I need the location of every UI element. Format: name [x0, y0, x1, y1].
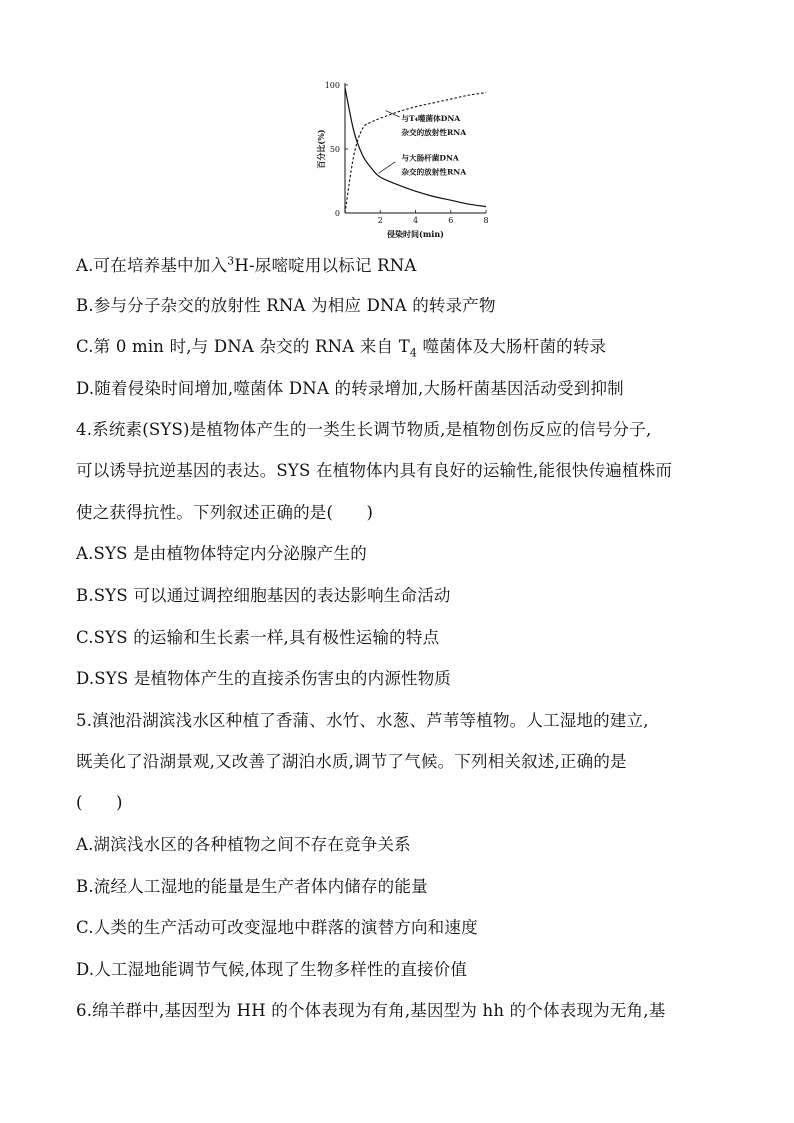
- chart-axes: [345, 83, 486, 213]
- q4-option-d: D.SYS 是植物体产生的直接杀伤害虫的内源性物质: [76, 669, 452, 688]
- q4-stem-line3: 使之获得抗性。下列叙述正确的是( ): [76, 503, 374, 522]
- y-tick-label: 50: [329, 145, 340, 154]
- q3-option-a: A.可在培养基中加入$^3$H-尿嘧啶用以标记 RNA: [76, 254, 417, 275]
- series-phage-label-line1: 与T₄噬菌体DNA: [401, 113, 461, 123]
- chart-labels: [316, 111, 466, 239]
- q4-stem-line1: 4.系统素(SYS)是植物体产生的一类生长调节物质,是植物创伤反应的信号分子,: [76, 420, 652, 439]
- series-ecoli-label-line1: 与大肠杆菌DNA: [401, 153, 459, 163]
- series-phage-label-line2: 杂交的放射性RNA: [401, 127, 467, 137]
- x-tick-label: 2: [377, 216, 383, 225]
- q5-option-a: A.湖滨浅水区的各种植物之间不存在竞争关系: [76, 835, 411, 854]
- q5-stem-line3: ( ): [76, 793, 123, 812]
- q3-option-d: D.随着侵染时间增加,噬菌体 DNA 的转录增加,大肠杆菌基因活动受到抑制: [76, 379, 624, 398]
- q3-option-c: C.第 0 min 时,与 DNA 杂交的 RNA 来自 $T_4$ 噬菌体及大肠杆菌的转录: [76, 337, 607, 360]
- q5-option-b: B.流经人工湿地的能量是生产者体内储存的能量: [76, 877, 428, 896]
- chart-series: [345, 88, 486, 213]
- q4-option-a: A.SYS 是由植物体特定内分泌腺产生的: [76, 544, 367, 563]
- chart-svg: [305, 76, 505, 246]
- series-ecoli-label-line2: 杂交的放射性RNA: [401, 167, 467, 177]
- series-ecoli-line: [345, 88, 486, 207]
- x-axis-label: 侵染时间(min): [387, 229, 444, 239]
- y-axis-label: 百分比(%): [316, 129, 326, 169]
- y-tick-label: 0: [334, 209, 340, 218]
- x-tick-label: 6: [448, 216, 454, 225]
- x-tick-label: 4: [412, 216, 419, 225]
- q5-option-c: C.人类的生产活动可改变湿地中群落的演替方向和速度: [76, 918, 478, 937]
- x-tick-label: 8: [483, 216, 489, 225]
- q4-option-c: C.SYS 的运输和生长素一样,具有极性运输的特点: [76, 628, 440, 647]
- q4-stem-line2: 可以诱导抗逆基因的表达。SYS 在植物体内具有良好的运输性,能很快传遍植株而: [76, 461, 673, 480]
- series-ecoli-leader: [378, 162, 395, 174]
- q3-option-b: B.参与分子杂交的放射性 RNA 为相应 DNA 的转录产物: [76, 296, 496, 315]
- q5-option-d: D.人工湿地能调节气候,体现了生物多样性的直接价值: [76, 960, 468, 979]
- infection-chart: [305, 76, 505, 246]
- q5-stem-line2: 既美化了沿湖景观,又改善了湖泊水质,调节了气候。下列相关叙述,正确的是: [76, 752, 627, 771]
- y-tick-label: 100: [324, 81, 340, 90]
- q6-stem-line1: 6.绵羊群中,基因型为 HH 的个体表现为有角,基因型为 hh 的个体表现为无角,基: [76, 1001, 666, 1020]
- q5-stem-line1: 5.滇池沿湖滨浅水区种植了香蒲、水竹、水葱、芦苇等植物。人工湿地的建立,: [76, 711, 649, 730]
- q4-option-b: B.SYS 可以通过调控细胞基因的表达影响生命活动: [76, 586, 451, 605]
